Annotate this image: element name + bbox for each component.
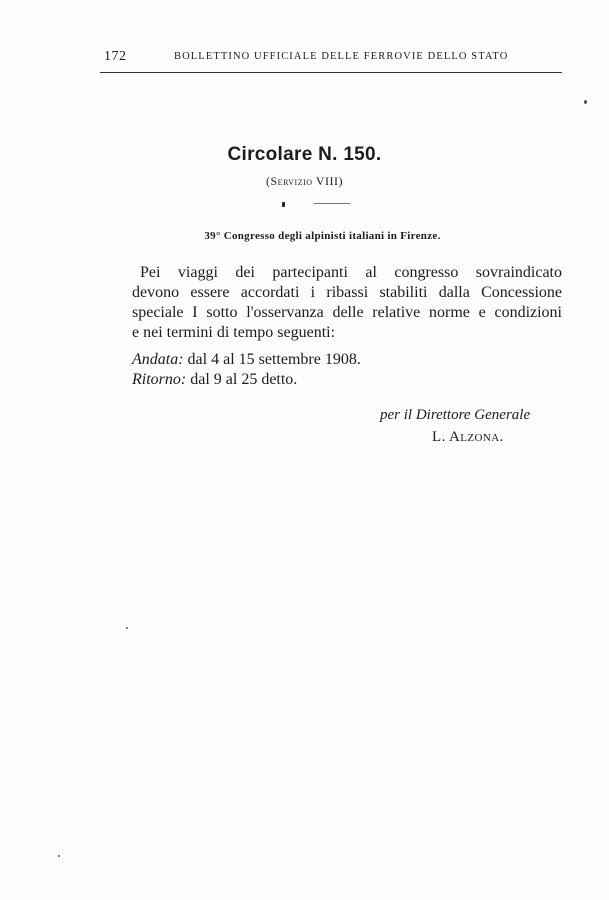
body-paragraph xyxy=(132,263,562,343)
circular-subject: 39° Congresso degli alpinisti italiani in Firenze. xyxy=(204,230,441,242)
ritorno-value: dal 9 al 25 detto. xyxy=(190,371,298,388)
travel-dates xyxy=(132,350,361,390)
page-number: 172 xyxy=(104,49,127,64)
body-line: speciale I sotto l'osservanza delle relative norme e condizioni xyxy=(132,304,562,321)
header-rule xyxy=(100,72,562,73)
scan-speck xyxy=(58,855,60,857)
body-line: Pei viaggi dei partecipanti al congresso sovraindicato xyxy=(140,264,562,281)
scan-speck xyxy=(584,100,587,104)
signature-title: per il Direttore Generale xyxy=(380,407,531,423)
ink-mark xyxy=(282,202,285,207)
separator-rule xyxy=(314,203,350,204)
ritorno-row xyxy=(132,370,361,390)
page-header xyxy=(104,49,562,69)
ritorno-label: Ritorno: xyxy=(132,371,187,388)
scan-speck xyxy=(126,627,128,629)
andata-row xyxy=(132,350,361,370)
signature-block xyxy=(380,404,530,448)
body-line: e nei termini di tempo seguenti: xyxy=(132,324,336,341)
signature-name: L. Alzona. xyxy=(432,429,504,445)
andata-value: dal 4 al 15 settembre 1908. xyxy=(187,351,361,368)
circular-title: Circolare N. 150. xyxy=(227,144,382,165)
service-label: (Servizio VIII) xyxy=(266,174,343,188)
running-head: BOLLETTINO UFFICIALE DELLE FERROVIE DELLO STATO xyxy=(174,51,509,62)
andata-label: Andata: xyxy=(132,351,184,368)
body-line: devono essere accordati i ribassi stabiliti dalla Concessione xyxy=(132,284,562,301)
